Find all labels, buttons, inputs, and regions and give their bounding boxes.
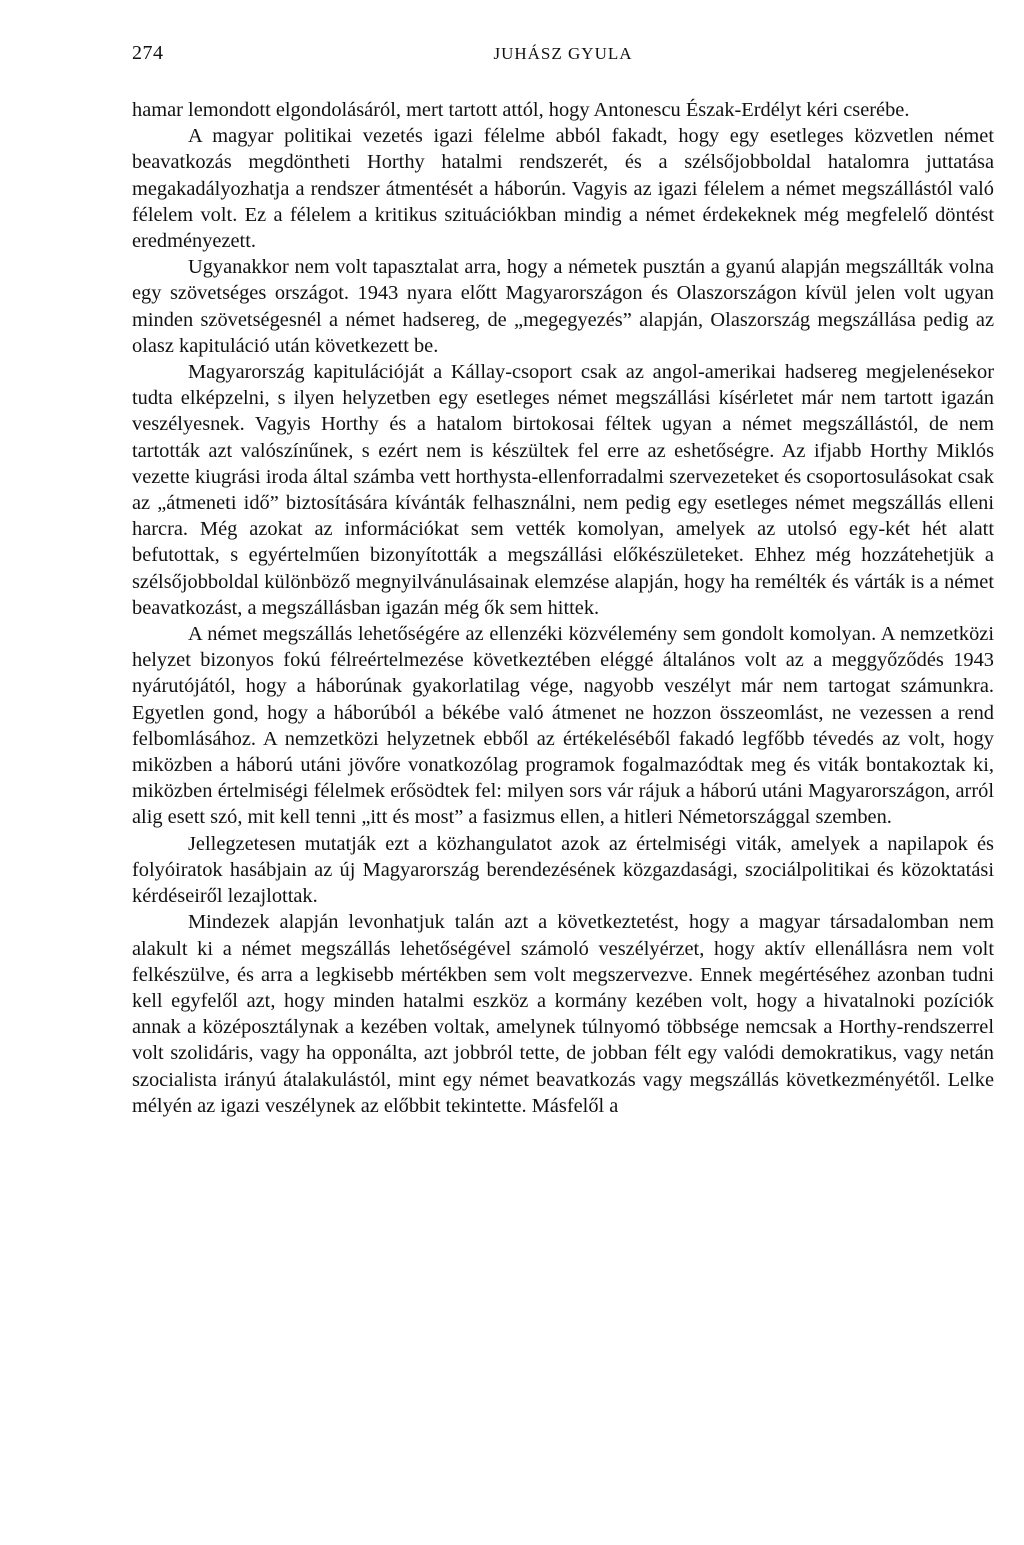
paragraph: Ugyanakkor nem volt tapasztalat arra, hogy a németek pusztán a gyanú alapján megszállták volna egy szövetséges országot. 1943 nyara előtt Magyarországon és Olaszországon kívül jelen volt ugyan minden szövetségesnél a német hadsereg, de „megegyezés” alapján, Olaszország megszállása pedig az olasz kapituláció után következett be. (132, 256, 994, 357)
paragraph: Magyarország kapitulációját a Kállay-csoport csak az angol-amerikai hadsereg megjelenésekor tudta elképzelni, s ilyen helyzetben egy esetleges német megszállási kísérletet már nem tartott igazán veszélyesnek. Vagyis Horthy és a hatalom birtokosai féltek ugyan a német megszállástól, de nem tartották azt valószínűnek, s ezért nem is készültek fel erre az eshetőségre. Az ifjabb Horthy Miklós vezette kiugrási iroda által számba vett horthysta-ellenforradalmi szervezeteket és csoportosulásokat csak az „átmeneti idő” biztosítására kívánták felhasználni, nem pedig egy esetleges német megszállás elleni harcra. Még azokat az információkat sem vették komolyan, amelyek az utolsó egy-két hét alatt befutottak, s egyértelműen bizonyították a megszállási előkészületeket. Ehhez még hozzátehetjük a szélsőjobboldal különböző megnyilvánulásainak elemzése alapján, hogy ha remélték és várták is a német beavatkozást, a megszállásban igazán még ők sem hittek. (132, 361, 994, 619)
paragraph: A magyar politikai vezetés igazi félelme abból fakadt, hogy egy esetleges közvetlen német beavatkozás megdöntheti Horthy hatalmi rendszerét, és a szélsőjobboldal hatalomra juttatása megakadályozhatja a rendszer átmentését a háborún. Vagyis az igazi félelem a német megszállástól való félelem volt. Ez a félelem a kritikus szituációkban mindig a német érdekeknek még megfelelő döntést eredményezett. (132, 125, 994, 253)
running-head: JUHÁSZ GYULA (493, 44, 633, 63)
paragraph: Jellegzetesen mutatják ezt a közhangulatot azok az értelmiségi viták, amelyek a napilapok és folyóiratok hasábjain az új Magyarország berendezésének közgazdasági, szociálpolitikai és közoktatási kérdéseiről lezajlottak. (132, 832, 994, 908)
page-header (132, 42, 994, 72)
body-text (132, 97, 994, 1119)
paragraph-continuation: hamar lemondott elgondolásáról, mert tartott attól, hogy Antonescu Észak-Erdélyt kéri cserébe. (132, 99, 910, 121)
paragraph: A német megszállás lehetőségére az ellenzéki közvélemény sem gondolt komolyan. A nemzetközi helyzet bizonyos fokú félreértelmezése következtében eléggé általános volt az a meggyőződés 1943 nyárutójától, hogy a háborúnak gyakorlatilag vége, nagyobb veszélyt már nem tartogat számunkra. Egyetlen gond, hogy a háborúból a békébe való átmenet ne hozzon összeomlást, ne vezessen a rend felbomlásához. A nemzetközi helyzetnek ebből az értékeléséből fakadó legfőbb tévedés az volt, hogy miközben a háború utáni jövőre vonatkozólag programok fogalmazódtak meg és viták bontakoztak ki, miközben értelmiségi félelmek erősödtek fel: milyen sors vár rájuk a háború utáni Magyarországon, arról alig esett szó, mit kell tenni „itt és most” a fasizmus ellen, a hitleri Németországgal szemben. (132, 623, 994, 829)
page-number: 274 (132, 42, 164, 64)
paragraph: Mindezek alapján levonhatjuk talán azt a következtetést, hogy a magyar társadalomban nem alakult ki a német megszállás lehetőségével számoló veszélyérzet, hogy aktív ellenállásra nem volt felkészülve, és arra a legkisebb mértékben sem volt megszervezve. Ennek megértéséhez azonban tudni kell egyfelől azt, hogy minden hatalmi eszköz a kormány kezében volt, hogy a hivatalnoki pozíciók annak a középosztálynak a kezében voltak, amelynek túlnyomó többsége nemcsak a Horthy-rendszerrel volt szolidáris, vagy ha opponálta, azt jobbról tette, de jobban félt egy valódi demokratikus, vagy netán szocialista irányú átalakulástól, mint egy német beavatkozás vagy megszállás következményétől. Lelke mélyén az igazi veszélynek az előbbit tekintette. Másfelől a (132, 911, 994, 1117)
